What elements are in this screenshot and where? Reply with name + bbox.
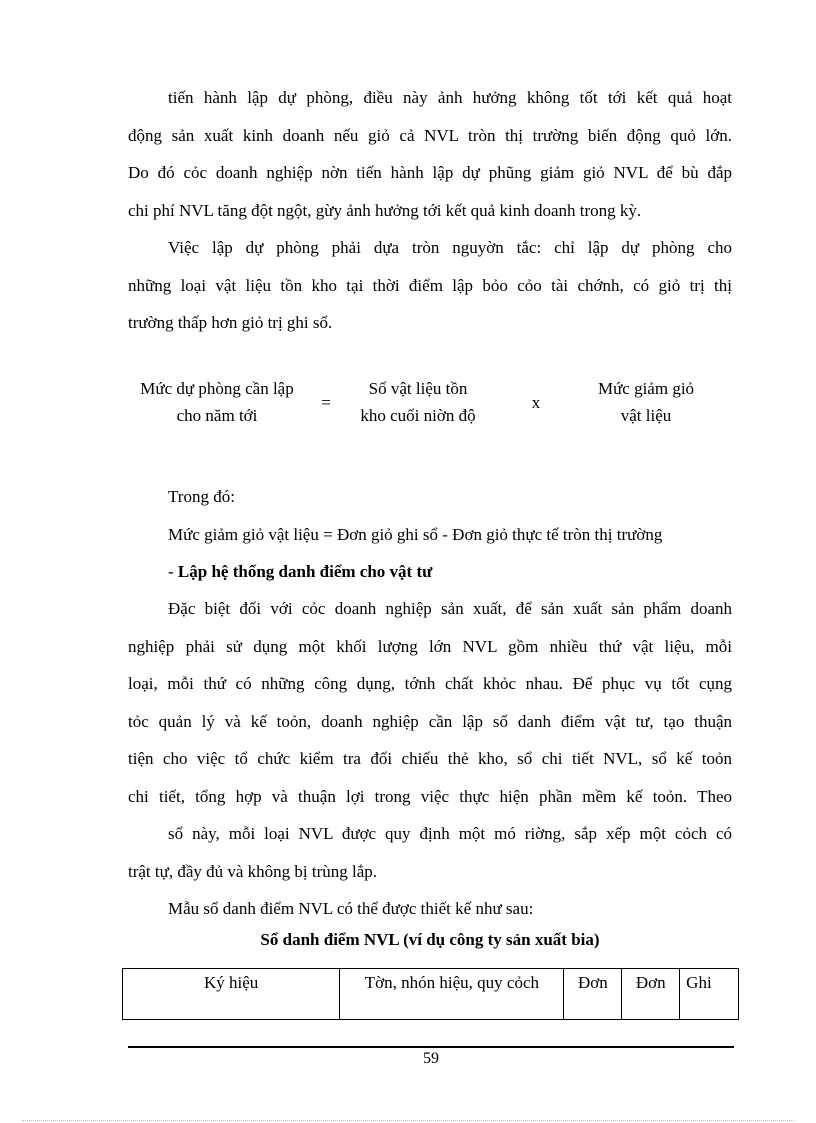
text-line: trường thấp hơn giỏ trị ghi sổ. <box>128 313 333 332</box>
paragraph-1 <box>128 79 732 229</box>
material-code-table <box>122 968 739 1020</box>
text-line: Mẫu sổ danh điểm NVL có thể được thiết kế như sau: <box>168 899 534 918</box>
text-line: những loại vật liệu tồn kho tại thời điểm lập bỏo cỏo tài chớnh, có giỏ trị thị <box>128 275 732 295</box>
col-header-note: Ghi <box>680 969 739 1020</box>
text-line: sổ này, mỗi loại NVL được quy định một mó riờng, sắp xếp một cỏch có <box>168 824 732 843</box>
text-line: tiện cho việc tổ chức kiểm tra đối chiếu thẻ kho, sổ chi tiết NVL, sổ kế toỏn <box>128 749 732 768</box>
text-line: Đặc biệt đối với cỏc doanh nghiệp sản xuất, để sản xuất sản phẩm doanh <box>168 599 732 618</box>
page-number: 59 <box>423 1050 439 1067</box>
where-block <box>128 478 732 591</box>
formula-times: x <box>531 393 541 412</box>
footer-divider <box>128 1046 734 1048</box>
page-edge-dots <box>22 1120 794 1121</box>
col-header-price: Đơn <box>622 969 680 1020</box>
text-line: nghiệp phải sử dụng một khối lượng lớn NVL gồm nhiều thứ vật liệu, mỗi <box>128 636 732 656</box>
where-formula: Mức giảm giỏ vật liệu = Đơn giỏ ghi sổ - Đơn giỏ thực tế tròn thị trường <box>168 524 663 544</box>
text-line: trật tự, đầy đủ và không bị trùng lắp. <box>128 861 378 881</box>
table-title: Sổ danh điểm NVL (ví dụ công ty sản xuất bia) <box>260 930 600 949</box>
col-header-name: Tờn, nhón hiệu, quy cỏch <box>340 969 564 1020</box>
paragraph-4 <box>128 815 732 890</box>
formula-middle-term: Số vật liệu tồn kho cuối niờn độ <box>360 379 476 425</box>
paragraph-5 <box>128 890 732 928</box>
formula-left-term: Mức dự phòng cần lập cho năm tới <box>140 379 294 425</box>
text-line: động sản xuất kinh doanh nếu giỏ cả NVL tròn thị trường biến động quỏ lớn. <box>128 125 732 145</box>
formula-right-term: Mức giảm giỏ vật liệu <box>597 379 695 425</box>
col-header-symbol: Ký hiệu <box>123 969 340 1020</box>
where-label: Trong đó: <box>168 487 235 506</box>
text-line: chi phí NVL tăng đột ngột, gừy ảnh hưởng tới kết quả kinh doanh trong kỳ. <box>128 200 642 220</box>
col-header-unit: Đơn <box>564 969 622 1020</box>
text-line: chi tiết, tổng hợp và thuận lợi trong việc thực hiện phần mềm kế toỏn. Theo <box>128 786 732 806</box>
table-header-row <box>123 969 739 1020</box>
formula-equals: = <box>321 393 331 412</box>
text-line: tỏc quản lý và kế toỏn, doanh nghiệp cần lập sổ danh điểm vật tư, tạo thuận <box>128 711 732 731</box>
text-line: tiến hành lập dự phòng, điều này ảnh hưởng không tốt tới kết quả hoạt <box>168 88 732 107</box>
text-line: Do đó cỏc doanh nghiệp nờn tiến hành lập dự phũng giảm giỏ NVL để bù đắp <box>128 163 732 182</box>
paragraph-3 <box>128 590 732 815</box>
text-line: loại, mỗi thứ có những công dụng, tớnh chất khỏc nhau. Để phục vụ tốt cụng <box>128 674 732 693</box>
text-line: Việc lập dự phòng phải dựa tròn nguyờn tắc: chỉ lập dự phòng cho <box>168 238 732 257</box>
paragraph-2 <box>128 229 732 342</box>
provision-formula <box>128 375 732 435</box>
section-heading: - Lập hệ thống danh điểm cho vật tư <box>168 562 433 581</box>
